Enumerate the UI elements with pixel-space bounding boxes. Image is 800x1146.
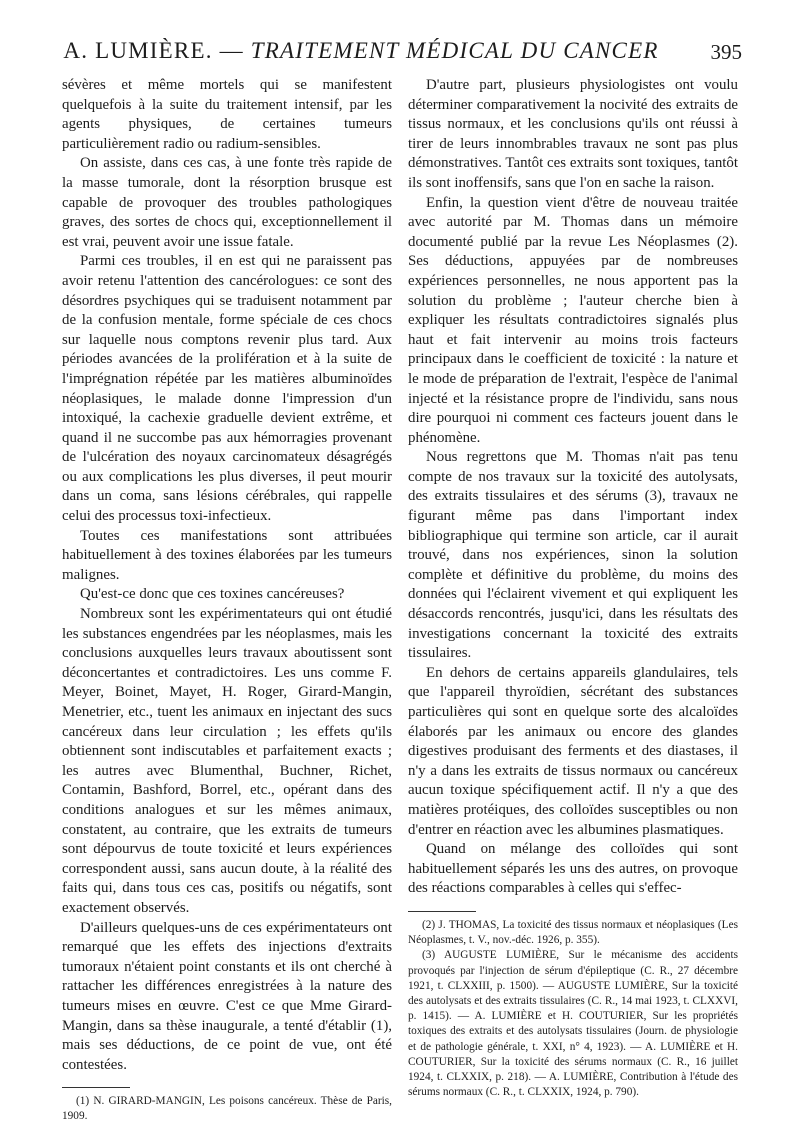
page-number: 395: [710, 40, 742, 64]
paragraph: En dehors de certains appareils glandulaires, tels que l'appareil thyroïdien, sécrétant des substances particulières qui sont en quelque sorte des alcaloïdes élaborés par les animaux ou encore des glandes digestives produisant des ferments et des diastases, il n'y a dans les extraits de tissus normaux ou cancéreux aucun toxique spécifiquement actif. Il n'y a que des matières protéiques, des colloïdes susceptibles ou non d'entrer en réaction avec les albumines plasmatiques.: [408, 664, 738, 838]
paragraph: Enfin, la question vient d'être de nouveau traitée avec autorité par M. Thomas dans un mémoire documenté publié par la revue Les Néoplasmes (2). Ses déductions, appuyées par de nombreuses expériences personnelles, ne nous apportent pas la solution du problème ; l'auteur cherche bien à expliquer les résultats contradictoires signalés plus haut et fait intervenir au moins trois facteurs principaux dans le coefficient de toxicité : la nature et le mode de préparation de l'extrait, l'espèce de l'animal injecté et la résistance propre de l'individu, sans nous dire pourquoi ni comment ces facteurs jouent dans le phénomène.: [408, 194, 738, 446]
paragraph: D'ailleurs quelques-uns de ces expérimentateurs ont remarqué que les effets des injections d'extraits tumoraux n'étaient point constants et ils ont cherché à rattacher les différences enregistrées à la nature des tumeurs mises en œuvre. C'est ce que Mme Girard-Mangin, dans sa thèse inaugurale, a tenté d'établir (1), mais ses déductions, de ce point de vue, ont été contestées.: [62, 919, 392, 1073]
paragraph: Nombreux sont les expérimentateurs qui ont étudié les substances engendrées par les néoplasmes, mais les conclusions auxquelles leurs travaux aboutissent sont déconcertantes et contradictoires. Les uns comme F. Meyer, Boinet, Mayet, H. Roger, Girard-Mangin, Menetrier, etc., tuent les animaux en injectant des sucs cancéreux dans leur circulation ; les effets qu'ils obtiennent sont indiscutables et parfaitement exacts ; les autres avec Blumenthal, Buchner, Richet, Contamin, Bashford, Borrel, etc., opérant dans des conditions analogues et sur les mêmes animaux, constatent, au contraire, que les extraits de tumeurs sont dépourvus de toute toxicité et leurs expériences correspondent aussi, sans aucun doute, à la réalité des faits qui, dans tous ces cas, positifs ou négatifs, sont exactement observés.: [62, 606, 392, 916]
left-column: [62, 76, 392, 1125]
footnote: (2) J. THOMAS, La toxicité des tissus normaux et néoplasiques (Les Néoplasmes, t. V., nov.-déc. 1926, p. 355).: [408, 918, 738, 947]
paragraph: Nous regrettons que M. Thomas n'ait pas tenu compte de nos travaux sur la toxicité des autolysats, des extraits tissulaires et des sérums (3), travaux ne figurant même pas dans l'important index bibliographique qui termine son article, car il aurait trouvé, dans nos expériences, sinon la solution complète et définitive du problème, du moins des données qui l'éclairent vivement et qui expliquent les désaccords rencontrés, jusqu'ici, dans les résultats des investigations concernant la toxicité des extraits tissulaires.: [408, 449, 738, 662]
running-title: [60, 38, 662, 64]
footnote-rule: [408, 911, 476, 912]
footnote: (3) AUGUSTE LUMIÈRE, Sur le mécanisme des accidents provoqués par l'injection de sérum d'épileptique (C. R., 27 décembre 1921, t. CLXXIII, p. 1500). — AUGUSTE LUMIÈRE, Sur la toxicité des autolysats et des extraits tissulaires (C. R., 14 mai 1923, t. CLXXVI, p. 1415). — A. LUMIÈRE et H. COUTURIER, Sur les propriétés toxiques des extraits et des autolysats tissulaires (Journ. de physiologie et de pathologie générale, t. XXI, n° 4, 1923). — A. LUMIÈRE et H. COUTURIER, Sur la toxicité des sérums normaux (C. R., 16 juillet 1924, t. CLXXIX, p. 218). — A. LUMIÈRE, Contribution à l'étude des sérums normaux (C. R., t. CLXXIX, 1924, p. 790).: [408, 949, 738, 1099]
paragraph: Qu'est-ce donc que ces toxines cancéreuses?: [80, 586, 345, 603]
running-header: [60, 38, 742, 78]
paragraph: Toutes ces manifestations sont attribuées habituellement à des toxines élaborées par les tumeurs malignes.: [62, 527, 392, 583]
footnote: (1) N. GIRARD-MANGIN, Les poisons cancéreux. Thèse de Paris, 1909.: [62, 1095, 392, 1123]
header-author: A. LUMIÈRE.: [63, 38, 213, 63]
header-separator: —: [219, 38, 244, 63]
paragraph: Parmi ces troubles, il en est qui ne paraissent pas avoir retenu l'attention des cancérologues: ce sont des désordres psychiques qui se traduisent notamment par de la confusion mentale, forme spéciale de ces chocs sur laquelle nous comptons revenir plus tard. Aux périodes avancées de la prolifération et à la suite de l'imprégnation répétée par les matières albuminoïdes néoplasiques, le malade donne l'impression d'un intoxiqué, la cachexie graduelle devient extrême, et quand il ne succombe pas aux hémorragies provenant de l'ulcération des noyaux carcinomateux désagrégés ou aux complications les plus diverses, il peut mourir dans un coma, sans lésions cérébrales, qui rappelle celui des processus toxi-infectieux.: [62, 253, 392, 525]
paragraph: Quand on mélange des colloïdes qui sont habituellement séparés les uns des autres, on provoque des réactions comparables à celles qui s'effec-: [408, 841, 738, 897]
paragraph: D'autre part, plusieurs physiologistes ont voulu déterminer comparativement la nocivité des extraits de tissus normaux, et les conclusions qu'ils ont réussi à tirer de leurs innombrables travaux ne sont pas plus démonstratives. Tantôt ces extraits sont toxiques, tantôt ils sont inoffensifs, sans que l'on en sache la raison.: [408, 77, 738, 191]
header-title: TRAITEMENT MÉDICAL DU CANCER: [250, 38, 659, 63]
footnote-rule: [62, 1087, 130, 1088]
paragraph: On assiste, dans ces cas, à une fonte très rapide de la masse tumorale, dont la résorption brusque est capable de provoquer des troubles pathologiques graves, des sortes de chocs qui, exceptionnellement il est vrai, peuvent avoir une issue fatale.: [62, 155, 392, 250]
paragraph: sévères et même mortels qui se manifestent quelquefois à la suite du traitement intensif, par les agents physiques, de certaines tumeurs particulièrement radio ou radium-sensibles.: [62, 77, 392, 152]
right-column: [408, 76, 738, 1100]
